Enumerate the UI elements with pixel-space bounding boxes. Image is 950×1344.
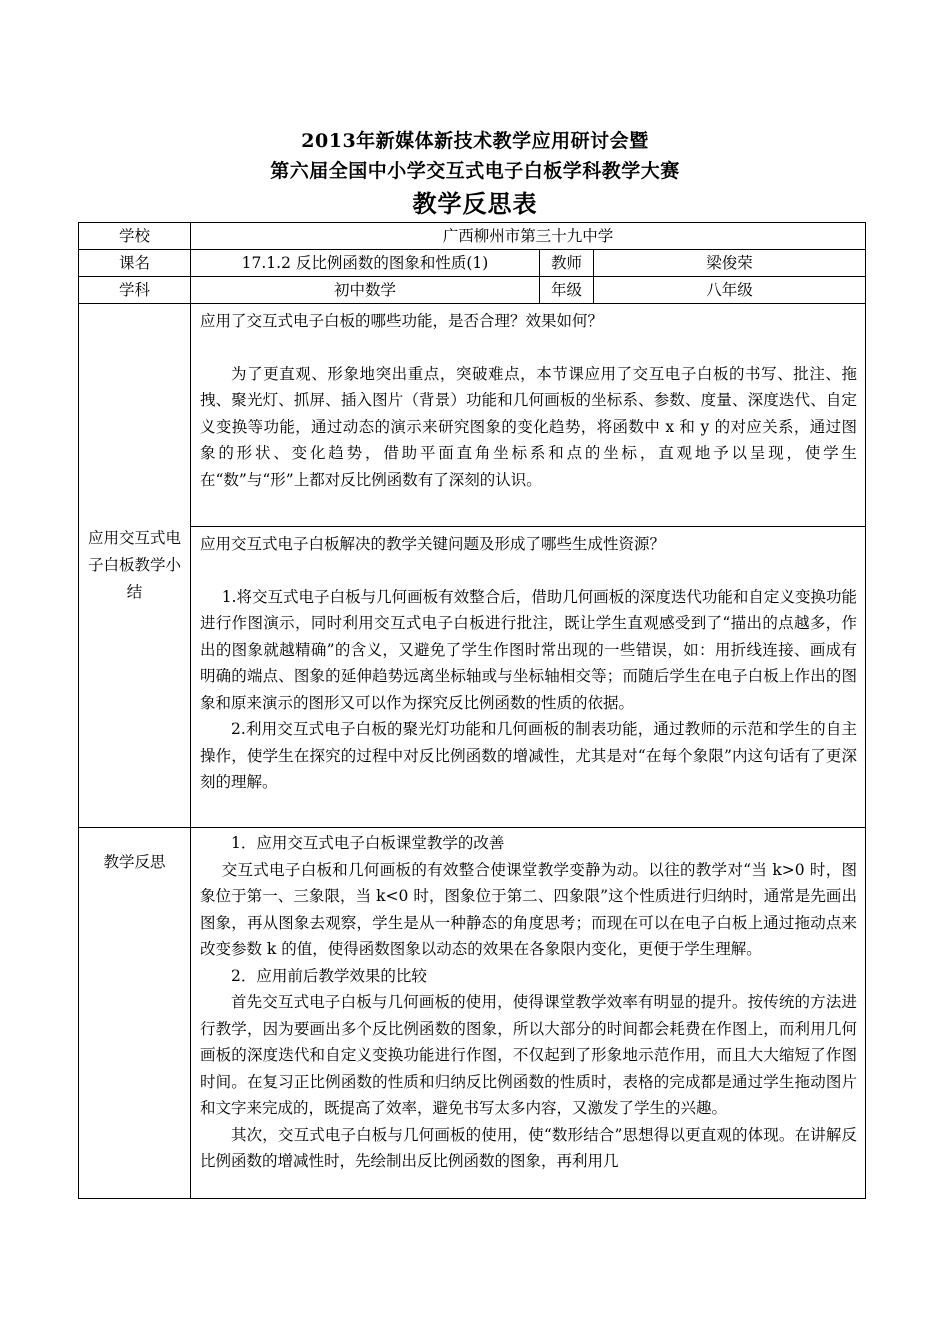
title-line-1: 2013年新媒体新技术教学应用研讨会暨: [301, 130, 649, 152]
reflection-heading-1: 1．应用交互式电子白板课堂教学的改善: [231, 834, 505, 852]
form-title: 教学反思表: [412, 189, 538, 218]
reflection-paragraph-2: 首先交互式电子白板与几何画板的使用，使得课堂教学效率有明显的提升。按传统的方法进行教学，因为要画出多个反比例函数的图象，所以大部分的时间都会耗费在作图上，而利用几何画板的深度迭代和自定义变换功能进行作图，不仅起到了形象地示范作用，而且大大缩短了作图时间。在复习正比例函数的性质和归纳反比例函数的性质时，表格的完成都是通过学生拖动图片和文字来完成的，既提高了效率，避免书写太多内容，又激发了学生的兴趣。: [200, 993, 857, 1117]
grade-value: 八年级: [594, 277, 866, 304]
document-header: [0, 126, 950, 222]
course-label: 课名: [79, 250, 191, 277]
summary-q1-cell: [191, 304, 866, 527]
reflection-form-table: [78, 222, 866, 1199]
course-row: [79, 250, 866, 277]
reflection-content: [191, 828, 866, 1199]
summary-q2-cell: [191, 527, 866, 828]
summary-row-2: [79, 527, 866, 828]
summary-question-1: 应用了交互式电子白板的哪些功能，是否合理？效果如何？: [200, 312, 604, 330]
reflection-row: [79, 828, 866, 1199]
teacher-label: 教师: [540, 250, 594, 277]
subject-value: 初中数学: [191, 277, 540, 304]
reflection-label: 教学反思: [79, 828, 191, 1199]
school-label: 学校: [79, 223, 191, 250]
grade-label: 年级: [540, 277, 594, 304]
school-value: 广西柳州市第三十九中学: [191, 223, 866, 250]
reflection-paragraph-1: 交互式电子白板和几何画板的有效整合使课堂教学变静为动。以往的教学对“当 k>0 时，图象位于第一、三象限，当 k<0 时，图象位于第二、四象限”这个性质进行归纳时，通常是先画出图象，再从图象去观察，学生是从一种静态的角度思考；而现在可以在电子白板上通过拖动点来改变参数 k 的值，使得函数图象以动态的效果在各象限内变化，更便于学生理解。: [200, 860, 857, 958]
summary-label: 应用交互式电子白板教学小结: [79, 304, 191, 828]
summary-row-1: [79, 304, 866, 527]
summary-question-2: 应用交互式电子白板解决的教学关键问题及形成了哪些生成性资源？: [200, 535, 666, 553]
title-line-2: 第六届全国中小学交互式电子白板学科教学大赛: [270, 160, 680, 182]
teacher-value: 梁俊荣: [594, 250, 866, 277]
summary-answer-1: 为了更直观、形象地突出重点，突破难点，本节课应用了交互电子白板的书写、批注、拖拽、聚光灯、抓屏、插入图片（背景）功能和几何画板的坐标系、参数、度量、深度迭代、自定义变换等功能，通过动态的演示来研究图象的变化趋势，将函数中 x 和 y 的对应关系，通过图象的形状、变化趋势，借助平面直角坐标系和点的坐标，直观地予以呈现，使学生在“数”与“形”上都对反比例函数有了深刻的认识。: [200, 364, 857, 489]
reflection-paragraph-3: 其次，交互式电子白板与几何画板的使用，使“数形结合”思想得以更直观的体现。在讲解反比例函数的增减性时，先绘制出反比例函数的图象，再利用几: [200, 1125, 857, 1170]
course-value: 17.1.2 反比例函数的图象和性质(1): [191, 250, 540, 277]
summary-answer-2-p1: 1.将交互式电子白板与几何画板有效整合后，借助几何画板的深度迭代功能和自定义变换功能进行作图演示，同时利用交互式电子白板进行批注，既让学生直观感受到了“描出的点越多，作出的图象就越精确”的含义，又避免了学生作图时常出现的一些错误，如：用折线连接、画成有明确的端点、图象的延伸趋势远离坐标轴或与坐标轴相交等；而随后学生在电子白板上作出的图象和原来演示的图形又可以作为探究反比例函数的性质的依据。: [200, 587, 857, 712]
summary-answer-2-p2: 2.利用交互式电子白板的聚光灯功能和几何画板的制表功能，通过教师的示范和学生的自主操作，使学生在探究的过程中对反比例函数的增减性，尤其是对“在每个象限”内这句话有了更深刻的理解。: [200, 720, 857, 791]
subject-row: [79, 277, 866, 304]
reflection-heading-2: 2．应用前后教学效果的比较: [231, 966, 427, 985]
school-row: [79, 223, 866, 250]
subject-label: 学科: [79, 277, 191, 304]
